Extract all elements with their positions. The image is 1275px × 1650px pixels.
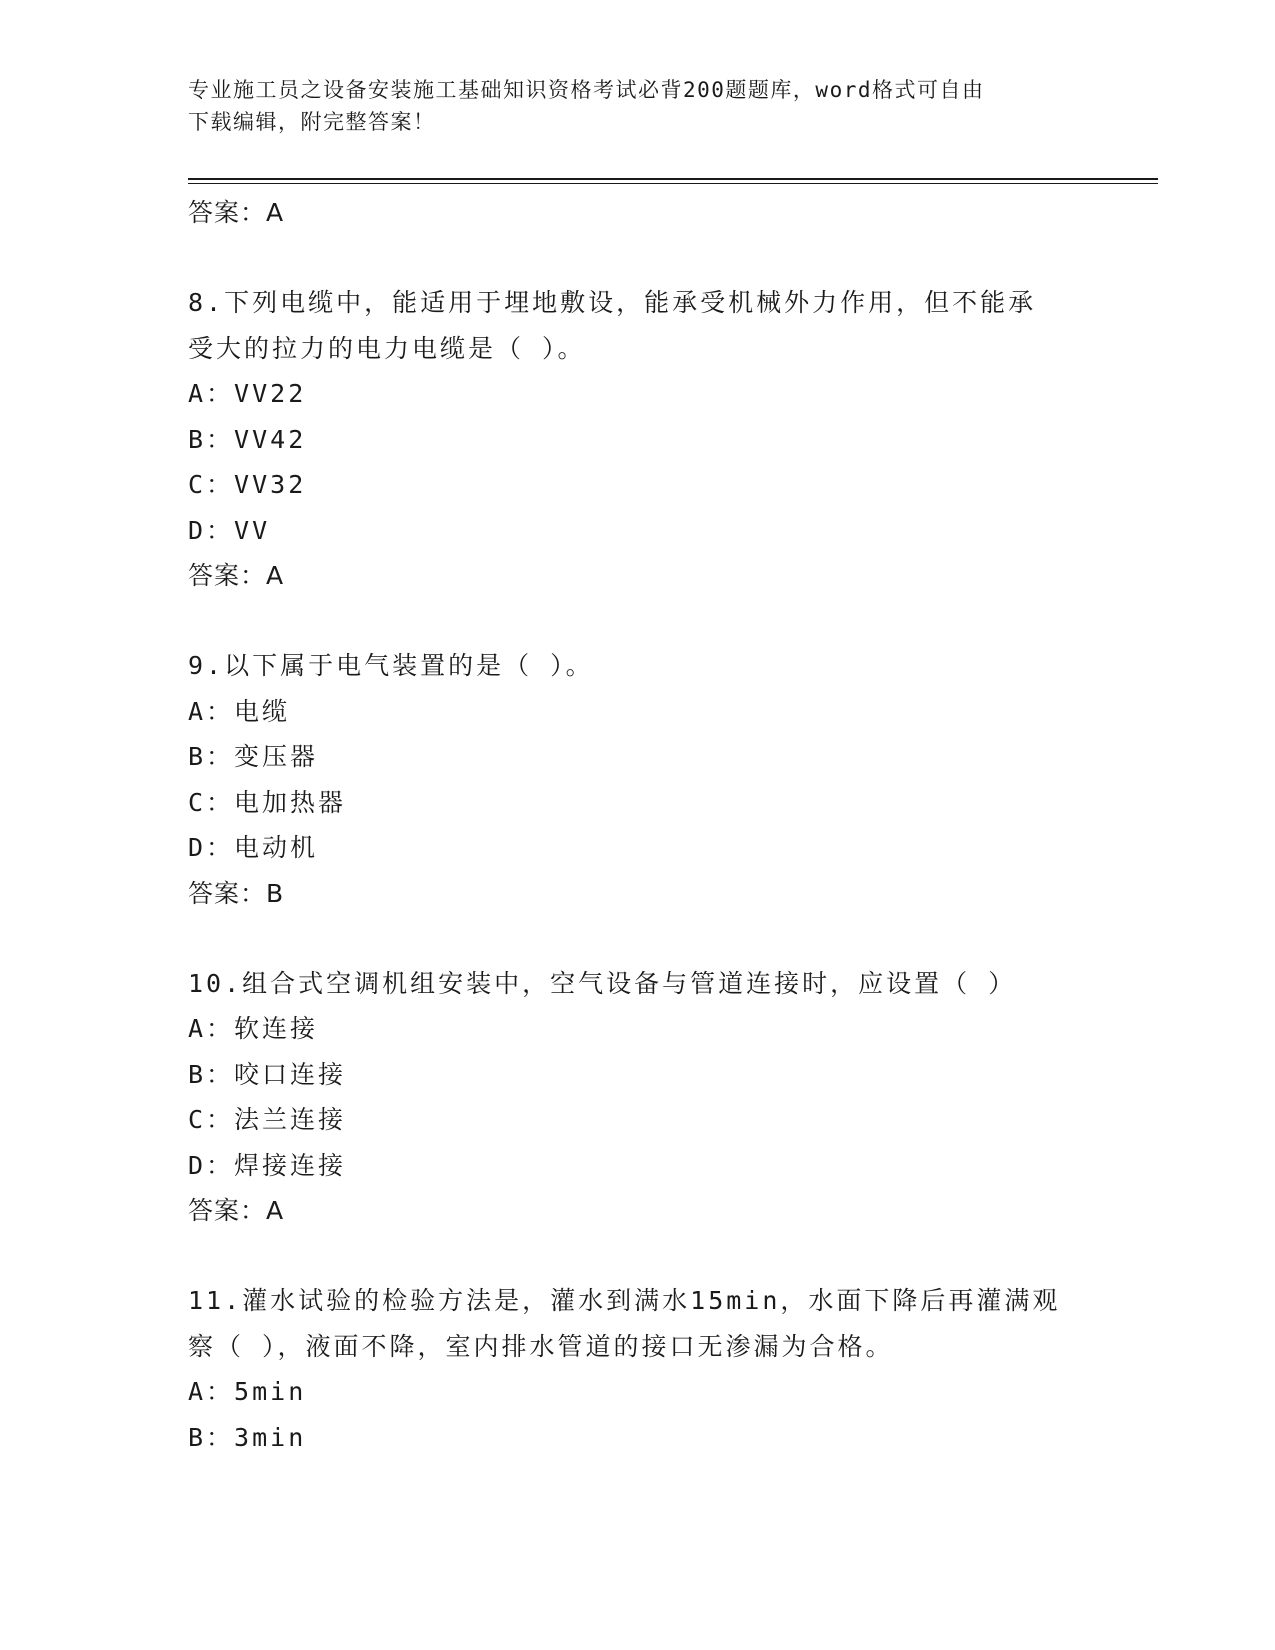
option-d: D：电动机 [188,833,319,862]
option-b: B：变压器 [188,742,319,771]
question-stem: 11.灌水试验的检验方法是，灌水到满水15min，水面下降后再灌满观 [188,1286,1061,1315]
question-11 [188,1278,1088,1460]
option-b: B：3min [188,1422,307,1452]
header-line-1: 专业施工员之设备安装施工基础知识资格考试必背200题题库，word格式可自由 [188,78,985,102]
question-stem: 10.组合式空调机组安装中，空气设备与管道连接时，应设置（ ） [188,968,1017,998]
spacer [188,236,1088,280]
document-header [188,74,1068,138]
spacer [188,917,1088,961]
option-b: B：VV42 [188,424,307,454]
option-c: C：法兰连接 [188,1105,347,1134]
header-line-2: 下载编辑，附完整答案！ [188,110,436,134]
answer-line: 答案：A [188,1196,285,1225]
question-list [188,190,1088,1460]
answer-line: 答案：A [188,561,285,590]
option-b: B：咬口连接 [188,1059,347,1089]
header-divider [188,178,1158,180]
option-a: A：软连接 [188,1014,319,1043]
option-a: A：5min [188,1377,307,1406]
question-stem: 受大的拉力的电力电缆是（ ）。 [188,333,586,363]
question-stem: 9.以下属于电气装置的是（ ）。 [188,651,594,680]
option-d: D：VV [188,515,271,545]
spacer [188,1234,1088,1278]
option-a: A：电缆 [188,696,291,726]
header-divider-thin [188,183,1158,184]
question-9 [188,643,1088,917]
option-c: C：电加热器 [188,787,347,817]
question-10 [188,961,1088,1235]
option-d: D：焊接连接 [188,1150,347,1180]
spacer [188,599,1088,643]
answer-line: 答案：B [188,878,285,908]
question-stem: 8.下列电缆中，能适用于埋地敷设，能承受机械外力作用，但不能承 [188,288,1037,317]
answer-line: 答案：A [188,198,285,227]
option-a: A：VV22 [188,379,307,408]
question-stem: 察（ ），液面不降，室内排水管道的接口无渗漏为合格。 [188,1331,894,1361]
question-8 [188,280,1088,599]
option-c: C：VV32 [188,470,307,499]
